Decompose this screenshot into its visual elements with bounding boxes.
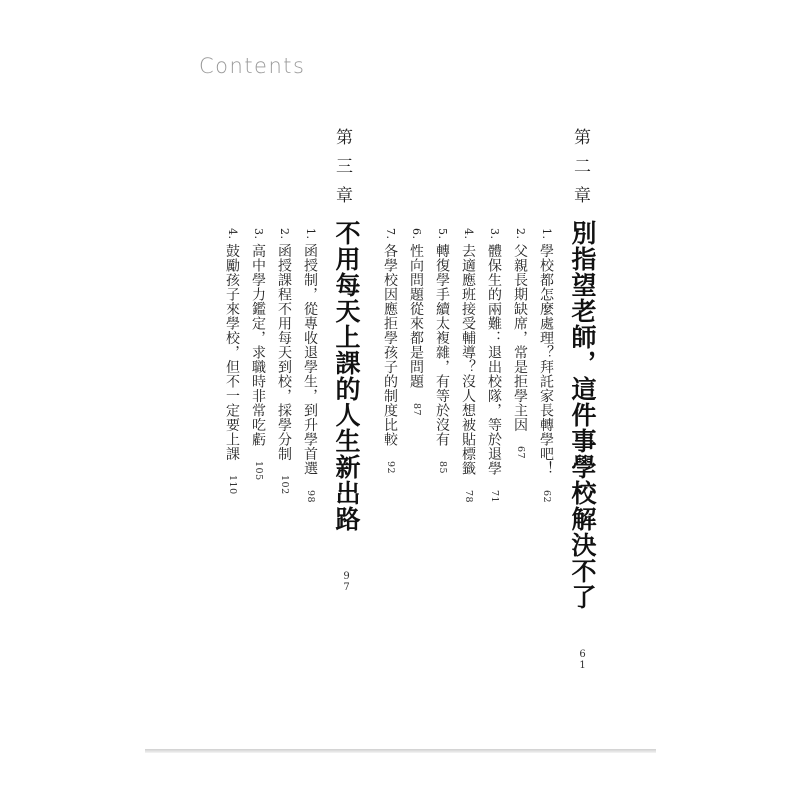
toc-item [536,228,556,503]
item-page: 85 [437,460,448,474]
item-page: 62 [541,489,552,503]
item-number: 1. [304,228,317,240]
item-title: 各學校因應拒學孩子的制度比較 [382,243,398,447]
item-number: 3. [252,228,265,240]
item-title: 學校都怎麼處理？拜託家長轉學吧！ [538,243,554,476]
chapter2-title: 別指望老師，這件事學校解決不了 [568,220,597,610]
chapter2-page: 61 [577,649,588,671]
item-number: 1. [540,228,553,240]
toc-item [222,228,242,495]
item-number: 4. [226,228,239,240]
item-title: 函授制，從專收退學生，到升學首選 [302,243,318,476]
item-number: 7. [384,228,397,240]
chapter3-heading [328,220,364,593]
chapter3-label: 第三章 [332,128,352,215]
chapter2-heading [564,220,600,671]
item-page: 110 [227,475,238,495]
item-page: 98 [305,489,316,503]
item-page: 71 [489,489,500,503]
contents-heading: Contents [199,54,306,78]
item-page: 105 [253,460,264,481]
toc-item [248,228,268,480]
chapter3-title: 不用每天上課的人生新出路 [332,220,361,532]
toc-item [300,228,320,503]
item-page: 92 [385,460,396,474]
item-title: 高中學力鑑定，求職時非常吃虧 [250,243,266,447]
toc-item [432,228,452,474]
item-title: 轉復學手續太複雜，有等於沒有 [434,243,450,447]
item-number: 3. [488,228,501,240]
item-number: 4. [462,228,475,240]
toc-item [484,228,504,503]
item-page: 78 [463,489,474,503]
toc-item [458,228,478,503]
item-title: 體保生的兩難：退出校隊，等於退學 [486,243,502,476]
item-number: 2. [514,228,527,240]
page-bottom-edge [145,749,656,753]
toc-item [510,228,530,459]
chapter3-page: 97 [341,571,352,593]
item-title: 父親長期缺席，常是拒學主因 [512,243,528,432]
item-page: 67 [515,446,526,460]
toc-item [406,228,426,416]
item-title: 鼓勵孩子來學校，但不一定要上課 [224,243,240,461]
item-number: 2. [278,228,291,240]
toc-item [274,228,294,495]
item-title: 性向問題從來都是問題 [408,243,424,389]
item-number: 5. [436,228,449,240]
item-title: 去適應班接受輔導？沒人想被貼標籤 [460,243,476,476]
item-number: 6. [410,228,423,240]
item-title: 函授課程不用每天到校，採學分制 [276,243,292,461]
item-page: 102 [279,475,290,495]
chapter2-label: 第二章 [570,128,590,215]
toc-item [380,228,400,474]
item-page: 87 [411,402,422,416]
